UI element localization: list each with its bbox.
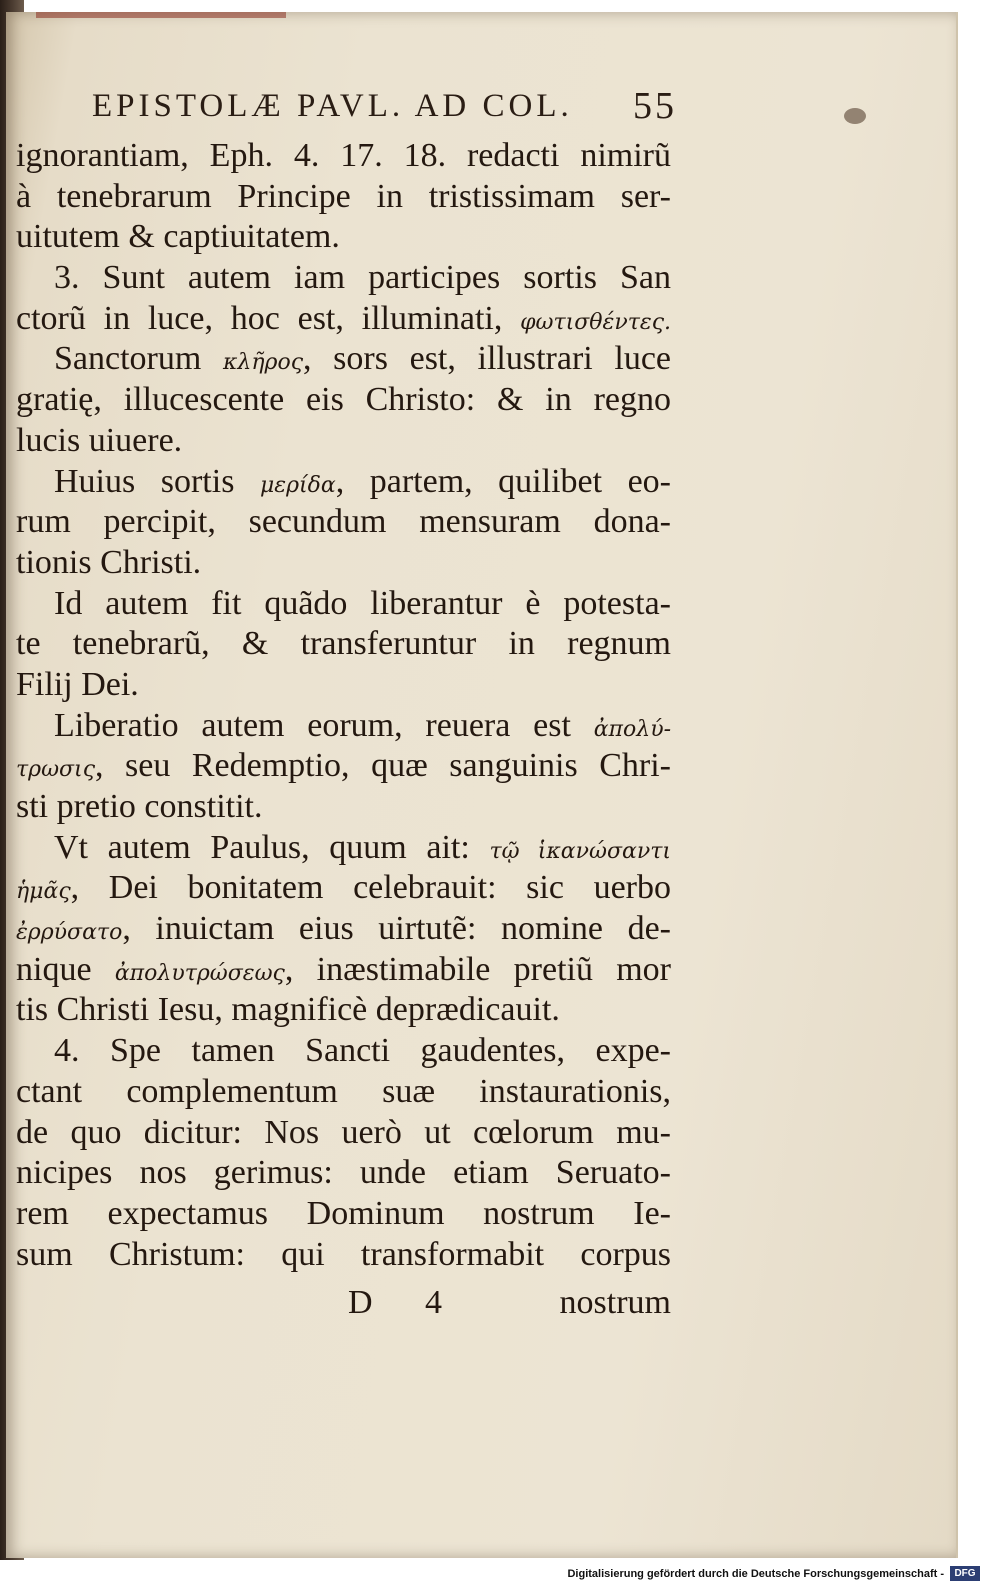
ink-spot [844, 108, 866, 124]
line-text: Filij Dei. [16, 665, 139, 703]
line-text: te tenebrarũ, & transferuntur in regnum [16, 625, 671, 663]
page-leaf [6, 12, 958, 1558]
text-line [16, 217, 671, 258]
text-line [16, 299, 671, 340]
catchword: nostrum [559, 1284, 671, 1321]
greek-word: ἐρρύσατο [16, 920, 123, 946]
text-line [16, 909, 671, 950]
text-line [16, 380, 671, 421]
line-text-after: , sors est, illustrari luce [303, 340, 671, 378]
text-line [16, 136, 671, 177]
text-line [16, 706, 671, 747]
greek-word: φωτισθέντες. [520, 309, 671, 335]
text-line [16, 868, 671, 909]
line-text: sti pretio constitit. [16, 788, 263, 825]
greek-word: κλῆρος [222, 350, 304, 376]
signature-mark: D 4 [348, 1284, 465, 1321]
dfg-logo: DFG [950, 1566, 980, 1581]
line-text: nique [16, 950, 92, 988]
text-line [16, 502, 671, 543]
line-text: à tenebrarum Principe in tristissimam ser- [16, 177, 671, 215]
greek-word: ἡμᾶς [16, 879, 71, 905]
line-text: de quo dicitur: Nos uerò ut cœlorum mu- [16, 1113, 671, 1151]
page-number: 55 [633, 85, 677, 127]
text-line [16, 787, 671, 828]
greek-word: τρωσις [16, 757, 96, 783]
page-header [92, 84, 677, 144]
text-line [16, 828, 671, 869]
line-text: Id autem fit quãdo liberantur è potesta- [54, 584, 671, 622]
greek-word: ἀπολύ- [593, 716, 671, 742]
text-line [16, 543, 671, 584]
line-text: sum Christum: qui transformabit corpus [16, 1235, 671, 1273]
line-text: tis Christi Iesu, magnificè deprædicauit. [16, 991, 560, 1029]
line-text: Sanctorum [54, 340, 202, 378]
line-text: Vt autem Paulus, quum ait: [54, 828, 470, 866]
text-line [16, 665, 671, 706]
line-text-after: , Dei bonitatem celebrauit: sic uerbo [70, 869, 671, 907]
text-line [16, 990, 671, 1031]
line-text: ignorantiam, Eph. 4. 17. 18. redacti nimirũ [16, 137, 671, 174]
line-text: 4. Spe tamen Sancti gaudentes, expe- [54, 1032, 671, 1070]
line-text: 3. Sunt autem iam participes sortis San [54, 259, 671, 297]
text-line [16, 1113, 671, 1154]
greek-word: μερίδα [259, 472, 336, 498]
line-text: rum percipit, secundum mensuram dona- [16, 503, 671, 541]
line-text: gratię, illucescente eis Christo: & in regno [16, 381, 671, 419]
page-footer [348, 1284, 671, 1326]
line-text-after: , inæstimabile pretiũ mor [284, 950, 671, 988]
line-text: rem expectamus Dominum nostrum Ie- [16, 1194, 671, 1232]
page-top-edge [36, 12, 286, 18]
text-line [16, 421, 671, 462]
line-text: Liberatio autem eorum, reuera est [54, 706, 571, 744]
line-text-after: , inuictam eius uirtutẽ: nomine de- [122, 910, 671, 948]
line-text: ctant complementum suæ instaurationis, [16, 1072, 671, 1110]
line-text-after: , partem, quilibet eo- [335, 462, 671, 500]
line-text: uitutem & captiuitatem. [16, 218, 340, 256]
text-line [16, 584, 671, 625]
text-line [16, 746, 671, 787]
body-text [16, 136, 671, 1275]
text-line [16, 1194, 671, 1235]
line-text: lucis uiuere. [16, 421, 183, 459]
line-text: ctorũ in luce, hoc est, illuminati, [16, 299, 503, 337]
text-line [16, 1031, 671, 1072]
text-line [16, 1153, 671, 1194]
text-line [16, 177, 671, 218]
funding-credit: Digitalisierung gefördert durch die Deutsche Forschungsgemeinschaft - [567, 1568, 944, 1580]
greek-word: τῷ ἱκανώσαντι [489, 838, 671, 864]
text-line [16, 339, 671, 380]
line-text: nicipes nos gerimus: unde etiam Seruato- [16, 1154, 671, 1192]
line-text-after: , seu Redemptio, quæ sanguinis Chri- [95, 747, 671, 785]
digitization-footer [0, 1560, 1000, 1589]
text-line [16, 258, 671, 299]
greek-word: ἀπολυτρώσεως [114, 960, 285, 986]
running-head: EPISTOLÆ PAVL. AD COL. [92, 88, 573, 124]
text-line [16, 1072, 671, 1113]
text-line [16, 462, 671, 503]
line-text: tionis Christi. [16, 543, 202, 581]
line-text: Huius sortis [54, 462, 235, 500]
text-line [16, 624, 671, 665]
text-line [16, 950, 671, 991]
text-line [16, 1235, 671, 1276]
